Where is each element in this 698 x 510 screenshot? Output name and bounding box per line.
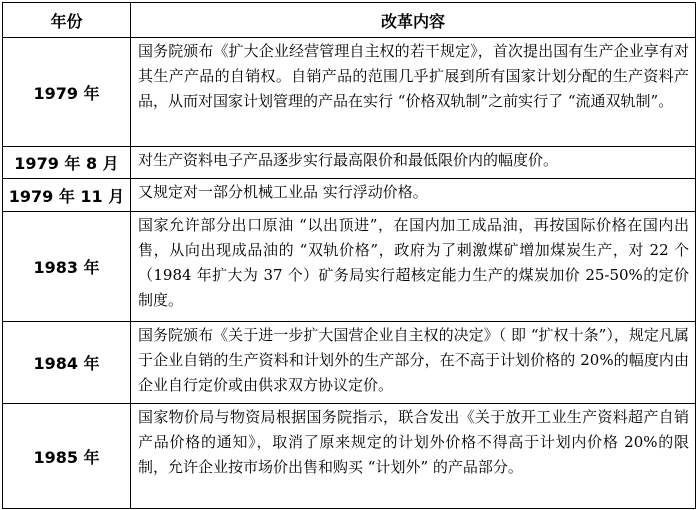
table-row — [3, 179, 696, 212]
content-cell: 国家物价局与物资局根据国务院指示，联合发出《关于放开工业生产资料超产自销产品价格的通知》，取消了原来规定的计划外价格不得高于计划内价格 20%的限制，允许企业按市场价出售和购买 “计划外” 的产品部分。 — [131, 404, 696, 509]
table-row — [3, 38, 696, 147]
content-cell: 国家允许部分出口原油 “以出顶进”，在国内加工成品油，再按国际价格在国内出售，从向出现成品油的 “双轨价格”，政府为了刺激煤矿增加煤炭生产，对 22 个 （1984 年扩大为 37 个）矿务局实行超核定能力生产的煤炭加价 25-50%的定价制度。 — [131, 212, 696, 322]
year-cell: 1979 年 — [3, 38, 131, 147]
reform-table — [2, 2, 696, 509]
table-row — [3, 212, 696, 322]
header-content: 改革内容 — [131, 3, 696, 38]
content-cell: 对生产资料电子产品逐步实行最高限价和最低限价内的幅度价。 — [131, 147, 696, 179]
table-row — [3, 322, 696, 404]
year-cell: 1985 年 — [3, 404, 131, 509]
content-cell: 又规定对一部分机械工业品 实行浮动价格。 — [131, 179, 696, 212]
year-cell: 1984 年 — [3, 322, 131, 404]
content-cell: 国务院颁布《扩大企业经营管理自主权的若干规定》，首次提出国有生产企业享有对其生产产品的自销权。自销产品的范围几乎扩展到所有国家计划分配的生产资料产品，从而对国家计划管理的产品在实行 “价格双轨制”之前实行了 “流通双轨制”。 — [131, 38, 696, 147]
header-row — [3, 3, 696, 38]
table-row — [3, 147, 696, 179]
table-row — [3, 404, 696, 509]
year-cell: 1983 年 — [3, 212, 131, 322]
year-cell: 1979 年 11 月 — [3, 179, 131, 212]
header-year: 年份 — [3, 3, 131, 38]
year-cell: 1979 年 8 月 — [3, 147, 131, 179]
content-cell: 国务院颁布《关于进一步扩大国营企业自主权的决定》（ 即 “扩权十条”），规定凡属于企业自销的生产资料和计划外的生产部分，在不高于计划价格的 20%的幅度内由企业自行定价或由供求双方协议定价。 — [131, 322, 696, 404]
